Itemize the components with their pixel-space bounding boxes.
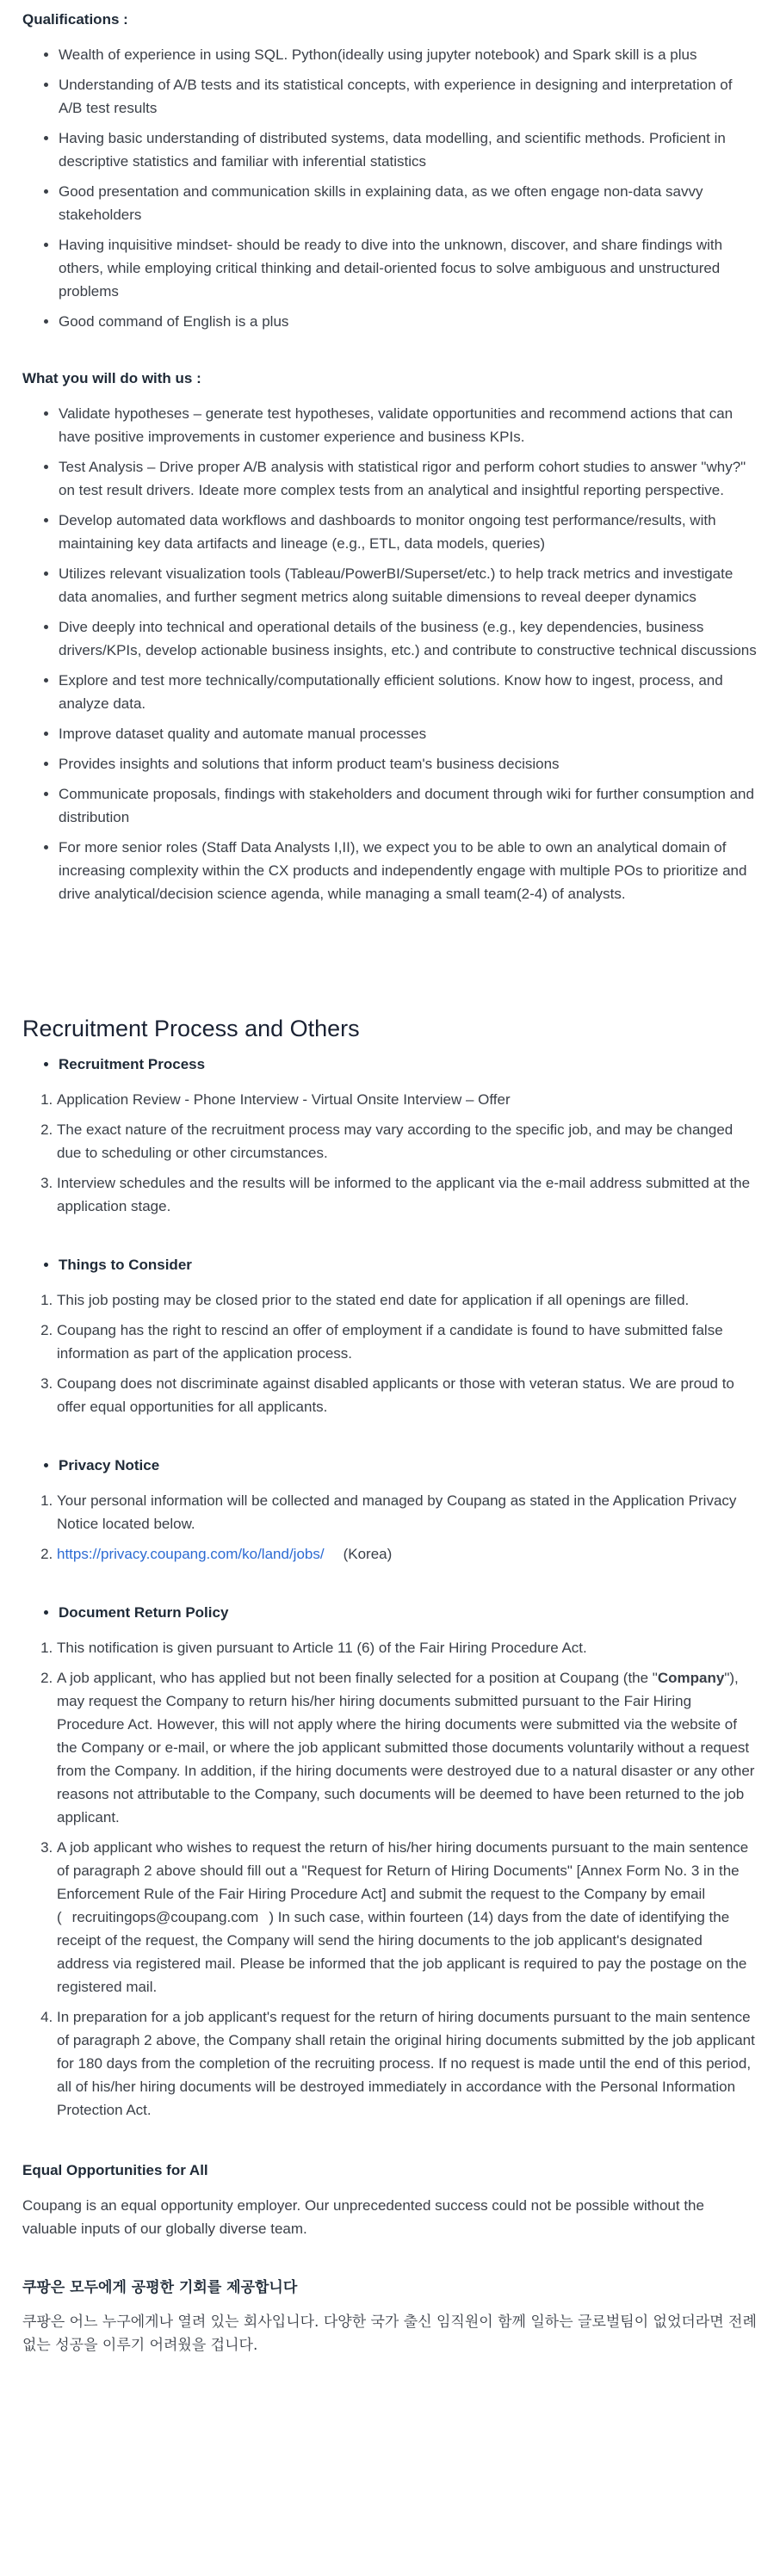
document-return-block <box>22 1602 758 2122</box>
things-to-consider-block <box>22 1254 758 1418</box>
list-item: • Having inquisitive mindset- should be ready to dive into the unknown, discover, and share findings with others, while employing critical thinking and detail-oriented focus to solve ambiguous and unstructured problems <box>59 233 758 303</box>
privacy-notice-link[interactable]: https://privacy.coupang.com/ko/land/jobs/ <box>57 1546 325 1562</box>
list-item: 1. Your personal information will be collected and managed by Coupang as stated in the Application Privacy Notice located below. <box>57 1489 758 1535</box>
korean-equal-section <box>22 2276 758 2357</box>
list-item: • Good command of English is a plus <box>59 310 758 333</box>
list-item: 1. Application Review - Phone Interview - Virtual Onsite Interview – Offer <box>57 1088 758 1111</box>
recruiting-email: recruitingops@coupang.com <box>71 1909 259 1925</box>
list-item <box>57 1836 758 1998</box>
list-item: 1. This job posting may be closed prior to the stated end date for application if all openings are filled. <box>57 1288 758 1312</box>
document-return-label: • Document Return Policy <box>59 1602 758 1624</box>
document-return-item3-post: ) In such case, within fourteen (14) days from the date of identifying the receipt of the request, the Company will send the hiring documents to the job applicant's designated address via registered mail. Please be informed that the job applicant is required to pay the postage on the registered mail. <box>57 1909 747 1995</box>
recruitment-process-block <box>22 1053 758 1218</box>
recruitment-process-list <box>22 1088 758 1218</box>
list-item: • Explore and test more technically/computationally efficient solutions. Know how to ingest, process, and analyze data. <box>59 669 758 715</box>
list-item: • Improve dataset quality and automate manual processes <box>59 722 758 745</box>
list-item: 1. This notification is given pursuant to Article 11 (6) of the Fair Hiring Procedure Act. <box>57 1636 758 1659</box>
korean-heading: 쿠팡은 모두에게 공평한 기회를 제공합니다 <box>22 2279 298 2296</box>
list-item: • Validate hypotheses – generate test hypotheses, validate opportunities and recommend actions that can have positive improvements in customer experience and business KPIs. <box>59 402 758 448</box>
list-item: • Utilizes relevant visualization tools (Tableau/PowerBI/Superset/etc.) to help track metrics and investigate data anomalies, and further segment metrics along suitable dimensions to reveal deeper dynamics <box>59 562 758 608</box>
duties-list <box>22 402 758 905</box>
list-item: • Test Analysis – Drive proper A/B analysis with statistical rigor and perform cohort studies to answer "why?" on test result drivers. Ideate more complex tests from an analytical and insightful reporting perspective. <box>59 455 758 502</box>
list-item: • Understanding of A/B tests and its statistical concepts, with experience in designing and interpretation of A/B test results <box>59 73 758 120</box>
list-item: • Having basic understanding of distributed systems, data modelling, and scientific methods. Proficient in descriptive statistics and familiar with inferential statistics <box>59 127 758 173</box>
recruitment-section <box>22 1014 758 2122</box>
document-return-list <box>22 1636 758 2122</box>
document-return-item2-post: "), may request the Company to return his/her hiring documents submitted pursuant to the Fair Hiring Procedure Act. However, this will not apply where the hiring documents were submitted via the website of the Company or e-mail, or where the job applicant submitted those documents voluntarily without a request from the Company. In addition, if the hiring documents were destroyed due to a natural disaster or any other reasons not attributable to the Company, such documents will be deemed to have been returned to the job applicant. <box>57 1670 755 1825</box>
list-item: 3. Interview schedules and the results will be informed to the applicant via the e-mail address submitted at the application stage. <box>57 1171 758 1218</box>
document-return-item3-pre: A job applicant who wishes to request the return of his/her hiring documents pursuant to the main sentence of paragraph 2 above should fill out a "Request for Return of Hiring Documents" [Annex Form No. 3 in the Enforcement Rule of the Fair Hiring Procedure Act] and submit the request to the Company by email ( <box>57 1839 749 1925</box>
privacy-notice-list <box>22 1489 758 1566</box>
qualifications-list <box>22 43 758 333</box>
list-item: • Provides insights and solutions that inform product team's business decisions <box>59 752 758 775</box>
list-item: • Communicate proposals, findings with stakeholders and document through wiki for further consumption and distribution <box>59 782 758 829</box>
korean-text: 쿠팡은 어느 누구에게나 열려 있는 회사입니다. 다양한 국가 출신 임직원이 함께 일하는 글로벌팀이 없었더라면 전례없는 성공을 이루기 어려웠을 겁니다. <box>22 2313 757 2354</box>
list-item <box>57 1542 758 1566</box>
privacy-region-label: (Korea) <box>343 1546 393 1562</box>
recruitment-process-label: • Recruitment Process <box>59 1053 758 1076</box>
list-item: 4. In preparation for a job applicant's request for the return of hiring documents pursuant to the main sentence of paragraph 2 above, the Company shall retain the original hiring documents submitted by the job applicant for 180 days from the completion of the recruiting process. If no request is made until the end of this period, all of his/her hiring documents will be destroyed immediately in accordance with the Personal Information Protection Act. <box>57 2005 758 2122</box>
list-item: • For more senior roles (Staff Data Analysts I,II), we expect you to be able to own an analytical domain of increasing complexity within the CX products and independently engage with multiple POs to prioritize and drive analytical/decision science agenda, while managing a small team(2-4) of analysts. <box>59 836 758 905</box>
equal-opportunities-section <box>22 2159 758 2240</box>
qualifications-heading: Qualifications : <box>22 11 128 28</box>
document-return-item2-pre: A job applicant, who has applied but not been finally selected for a position at Coupang (the " <box>57 1670 658 1686</box>
company-term: Company <box>657 1670 725 1686</box>
list-item: • Wealth of experience in using SQL. Python(ideally using jupyter notebook) and Spark skill is a plus <box>59 43 758 66</box>
list-item: • Dive deeply into technical and operational details of the business (e.g., key dependencies, business drivers/KPIs, develop actionable business insights, etc.) and contribute to constructive technical discussions <box>59 615 758 662</box>
list-item: • Good presentation and communication skills in explaining data, as we often engage non-data savvy stakeholders <box>59 180 758 226</box>
qualifications-section <box>22 9 758 333</box>
things-to-consider-list <box>22 1288 758 1418</box>
privacy-notice-label: • Privacy Notice <box>59 1455 758 1477</box>
duties-heading: What you will do with us : <box>22 370 201 386</box>
list-item: 3. Coupang does not discriminate against disabled applicants or those with veteran status. We are proud to offer equal opportunities for all applicants. <box>57 1372 758 1418</box>
duties-section <box>22 368 758 905</box>
list-item: • Develop automated data workflows and dashboards to monitor ongoing test performance/results, with maintaining key data artifacts and lineage (e.g., ETL, data models, queries) <box>59 509 758 555</box>
things-to-consider-label: • Things to Consider <box>59 1254 758 1276</box>
list-item <box>57 1666 758 1829</box>
equal-opportunities-text: Coupang is an equal opportunity employer. Our unprecedented success could not be possible without the valuable inputs of our globally diverse team. <box>22 2197 704 2237</box>
recruitment-title: Recruitment Process and Others <box>22 1016 360 1041</box>
equal-opportunities-heading: Equal Opportunities for All <box>22 2162 208 2178</box>
list-item: 2. Coupang has the right to rescind an offer of employment if a candidate is found to have submitted false information as part of the application process. <box>57 1319 758 1365</box>
list-item: 2. The exact nature of the recruitment process may vary according to the specific job, and may be changed due to scheduling or other circumstances. <box>57 1118 758 1164</box>
privacy-notice-block <box>22 1455 758 1566</box>
